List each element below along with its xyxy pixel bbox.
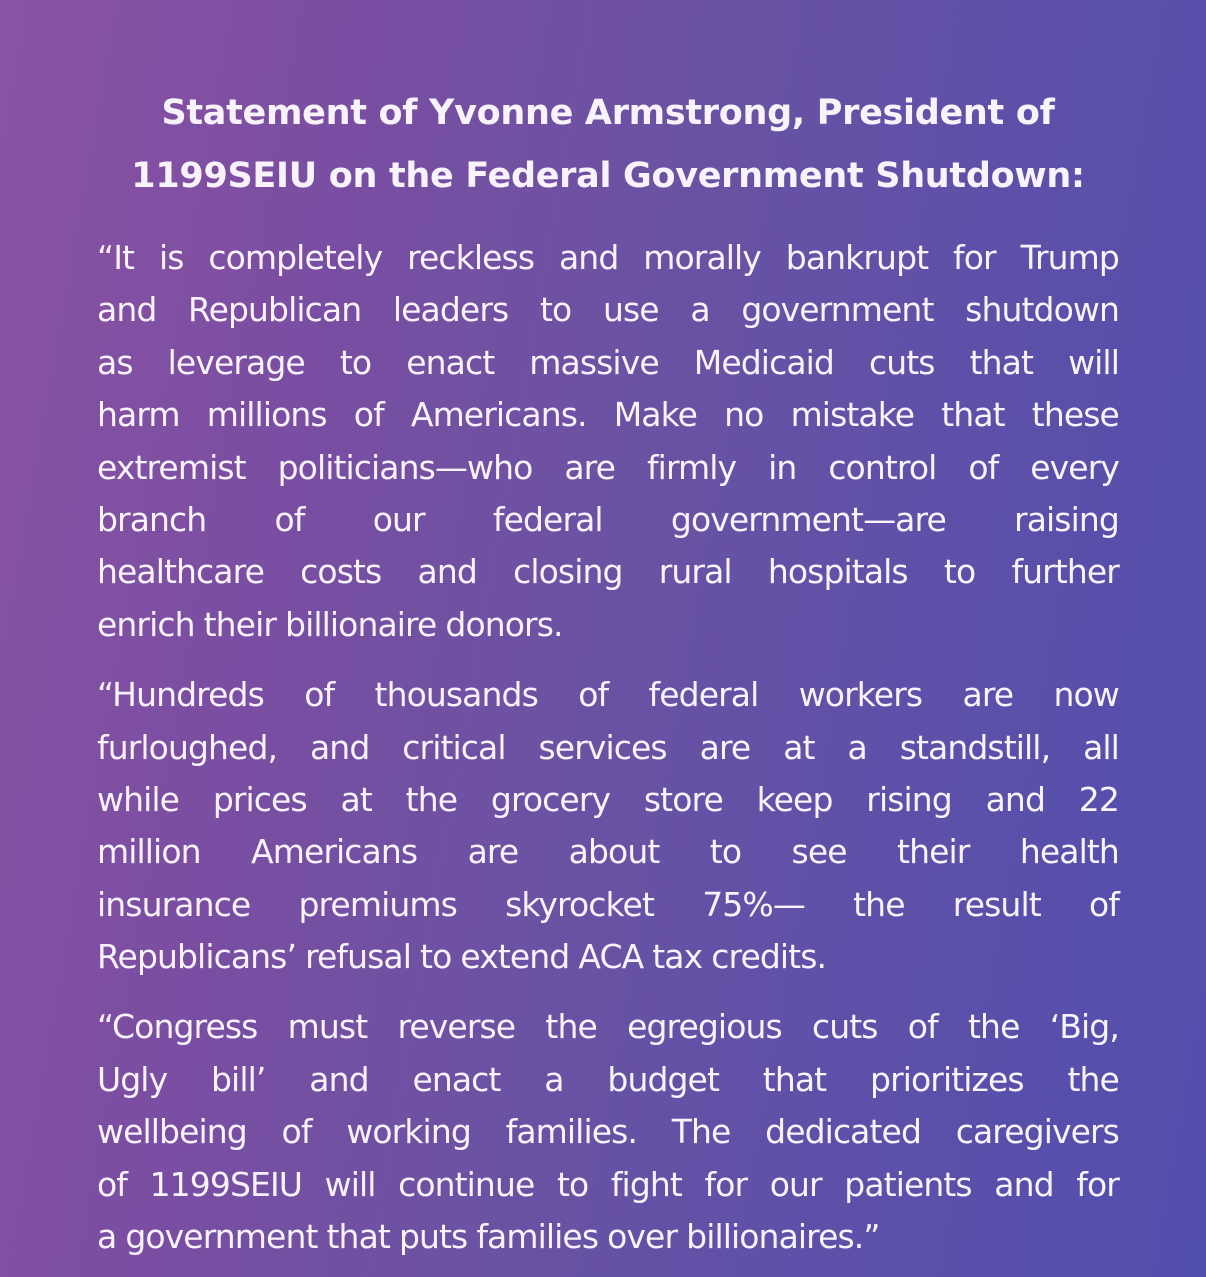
statement-paragraph-1 [97, 232, 1119, 651]
word: of [968, 447, 999, 487]
word: of [1088, 884, 1119, 924]
word: millions [206, 395, 327, 435]
word: must [287, 1007, 368, 1047]
word: reverse [397, 1007, 516, 1047]
word: “It [97, 238, 135, 277]
word: massive [529, 342, 659, 382]
paragraph-line [97, 442, 1119, 494]
word: cuts [869, 342, 935, 382]
word: tax [652, 937, 703, 977]
paragraph-line [97, 1106, 1119, 1158]
word: insurance [97, 884, 251, 924]
word: 22 [1078, 779, 1119, 819]
word: egregious [627, 1007, 782, 1047]
word: critical [402, 727, 506, 767]
word: government [741, 290, 934, 330]
word: keep [756, 779, 833, 819]
word: extremist [97, 447, 246, 487]
word: leaders [392, 290, 509, 330]
word: rural [658, 552, 732, 592]
word: 1199SEIU [149, 1164, 303, 1204]
word: all [1083, 727, 1119, 767]
word: our [372, 499, 425, 539]
word: and [417, 552, 477, 592]
word: no [724, 395, 764, 435]
word: store [643, 779, 723, 819]
word: as [97, 342, 133, 382]
word: about [568, 832, 660, 872]
word: billionaire [285, 604, 437, 644]
word: at [340, 779, 372, 819]
word: use [602, 290, 659, 330]
word: are [962, 675, 1014, 715]
word: a [690, 290, 710, 330]
word: at [783, 727, 815, 767]
word: continue [398, 1164, 535, 1204]
word: billionaires.” [686, 1217, 880, 1257]
word: cuts [812, 1007, 878, 1047]
word: shutdown [965, 290, 1119, 330]
word: and [985, 779, 1045, 819]
word: raising [1014, 499, 1119, 539]
word: extend [460, 937, 570, 977]
word: fight [610, 1164, 682, 1204]
word: furloughed, [97, 727, 278, 767]
word: families [476, 1217, 599, 1257]
word: and [309, 727, 370, 767]
word: ‘Big, [1049, 1007, 1119, 1047]
paragraph-line [97, 284, 1119, 336]
word: dedicated [765, 1112, 921, 1152]
word: their [897, 832, 970, 872]
statement-title [97, 82, 1119, 208]
paragraph-line [97, 826, 1119, 878]
word: are [467, 832, 519, 872]
word: costs [300, 552, 382, 592]
statement-paragraph-2 [97, 669, 1119, 983]
word: and [309, 1059, 369, 1099]
word: further [1011, 552, 1119, 592]
word: completely [208, 238, 383, 277]
title-line: 1199SEIU on the Federal Government Shutdown: [131, 156, 1085, 196]
word: of [578, 675, 609, 715]
word: donors. [445, 604, 563, 644]
word: in [768, 447, 797, 487]
word: ACA [578, 937, 644, 977]
word: their [203, 604, 277, 644]
word: for [953, 238, 996, 277]
word: of [97, 1164, 128, 1204]
word: “Congress [97, 1007, 258, 1047]
paragraph-line [97, 599, 1119, 651]
word: politicians—who [277, 447, 533, 487]
word: a [97, 1217, 117, 1257]
word: of [353, 395, 384, 435]
statement-card [97, 82, 1119, 1263]
word: Americans [251, 832, 418, 872]
word: branch [97, 499, 207, 539]
word: standstill, [899, 727, 1051, 767]
paragraph-line [97, 1159, 1119, 1211]
word: over [607, 1217, 678, 1257]
word: is [158, 238, 184, 277]
word: will [324, 1164, 376, 1204]
word: caregivers [955, 1112, 1119, 1152]
word: prioritizes [870, 1059, 1024, 1099]
word: mistake [790, 395, 915, 435]
word: Republican [188, 290, 362, 330]
word: and [558, 238, 619, 277]
word: reckless [407, 238, 535, 277]
word: that [969, 342, 1034, 382]
word: bill’ [211, 1059, 266, 1099]
word: puts [398, 1217, 468, 1257]
word: government—are [670, 499, 946, 539]
paragraph-line [97, 1211, 1119, 1263]
word: and [97, 290, 157, 330]
word: hospitals [767, 552, 908, 592]
word: enact [412, 1059, 501, 1099]
word: to [943, 552, 976, 592]
word: “Hundreds [97, 675, 264, 715]
paragraph-line [97, 494, 1119, 546]
word: Americans. [410, 395, 587, 435]
title-line: Statement of Yvonne Armstrong, President of [161, 93, 1055, 133]
word: leverage [167, 342, 305, 382]
word: to [420, 937, 452, 977]
word: The [671, 1112, 731, 1152]
word: premiums [298, 884, 457, 924]
word: the [1067, 1059, 1119, 1099]
word: these [1031, 395, 1119, 435]
paragraph-line [97, 389, 1119, 441]
word: patients [844, 1164, 972, 1204]
word: rising [866, 779, 952, 819]
paragraph-line [97, 232, 1119, 284]
word: health [1019, 832, 1119, 872]
paragraph-line [97, 1001, 1119, 1053]
word: the [853, 884, 905, 924]
word: every [1030, 447, 1119, 487]
word: will [1068, 342, 1119, 382]
word: workers [798, 675, 923, 715]
word: families. [505, 1112, 638, 1152]
word: enact [406, 342, 495, 382]
word: working [346, 1112, 471, 1152]
word: see [791, 832, 847, 872]
word: refusal [305, 937, 412, 977]
word: healthcare [97, 552, 264, 592]
word: 75%— [702, 884, 805, 924]
word: of [274, 499, 305, 539]
word: budget [607, 1059, 719, 1099]
paragraph-line [97, 546, 1119, 598]
word: bankrupt [785, 238, 929, 277]
word: of [907, 1007, 938, 1047]
paragraph-line [97, 337, 1119, 389]
word: to [339, 342, 372, 382]
word: federal [492, 499, 603, 539]
word: control [828, 447, 937, 487]
word: that [326, 1217, 390, 1257]
word: federal [648, 675, 759, 715]
word: now [1053, 675, 1119, 715]
word: to [556, 1164, 589, 1204]
paragraph-line [97, 669, 1119, 721]
word: our [769, 1164, 822, 1204]
word: a [847, 727, 867, 767]
word: are [564, 447, 616, 487]
word: the [405, 779, 458, 819]
word: of [304, 675, 335, 715]
statement-paragraph-3 [97, 1001, 1119, 1263]
word: firmly [646, 447, 737, 487]
word: for [1076, 1164, 1119, 1204]
word: Medicaid [693, 342, 834, 382]
paragraph-line [97, 722, 1119, 774]
paragraph-line [97, 879, 1119, 931]
word: thousands [374, 675, 538, 715]
word: harm [97, 395, 180, 435]
word: Ugly [97, 1059, 168, 1099]
word: and [994, 1164, 1054, 1204]
paragraph-line [97, 931, 1119, 983]
word: for [704, 1164, 748, 1204]
word: while [97, 779, 180, 819]
word: a [544, 1059, 564, 1099]
paragraph-line [97, 1054, 1119, 1106]
word: closing [513, 552, 623, 592]
word: result [952, 884, 1041, 924]
word: the [968, 1007, 1020, 1047]
paragraph-line [97, 774, 1119, 826]
word: services [538, 727, 667, 767]
word: morally [643, 238, 761, 277]
word: wellbeing [97, 1112, 247, 1152]
word: prices [212, 779, 307, 819]
word: to [539, 290, 572, 330]
word: government [125, 1217, 318, 1257]
word: skyrocket [505, 884, 655, 924]
word: enrich [97, 604, 195, 644]
word: Make [613, 395, 698, 435]
word: grocery [490, 779, 611, 819]
word: credits. [711, 937, 827, 977]
word: million [97, 832, 201, 872]
word: to [709, 832, 742, 872]
word: are [699, 727, 751, 767]
word: that [762, 1059, 827, 1099]
word: of [281, 1112, 312, 1152]
word: the [545, 1007, 597, 1047]
word: Trump [1020, 238, 1119, 277]
word: that [941, 395, 1005, 435]
word: Republicans’ [97, 937, 297, 977]
